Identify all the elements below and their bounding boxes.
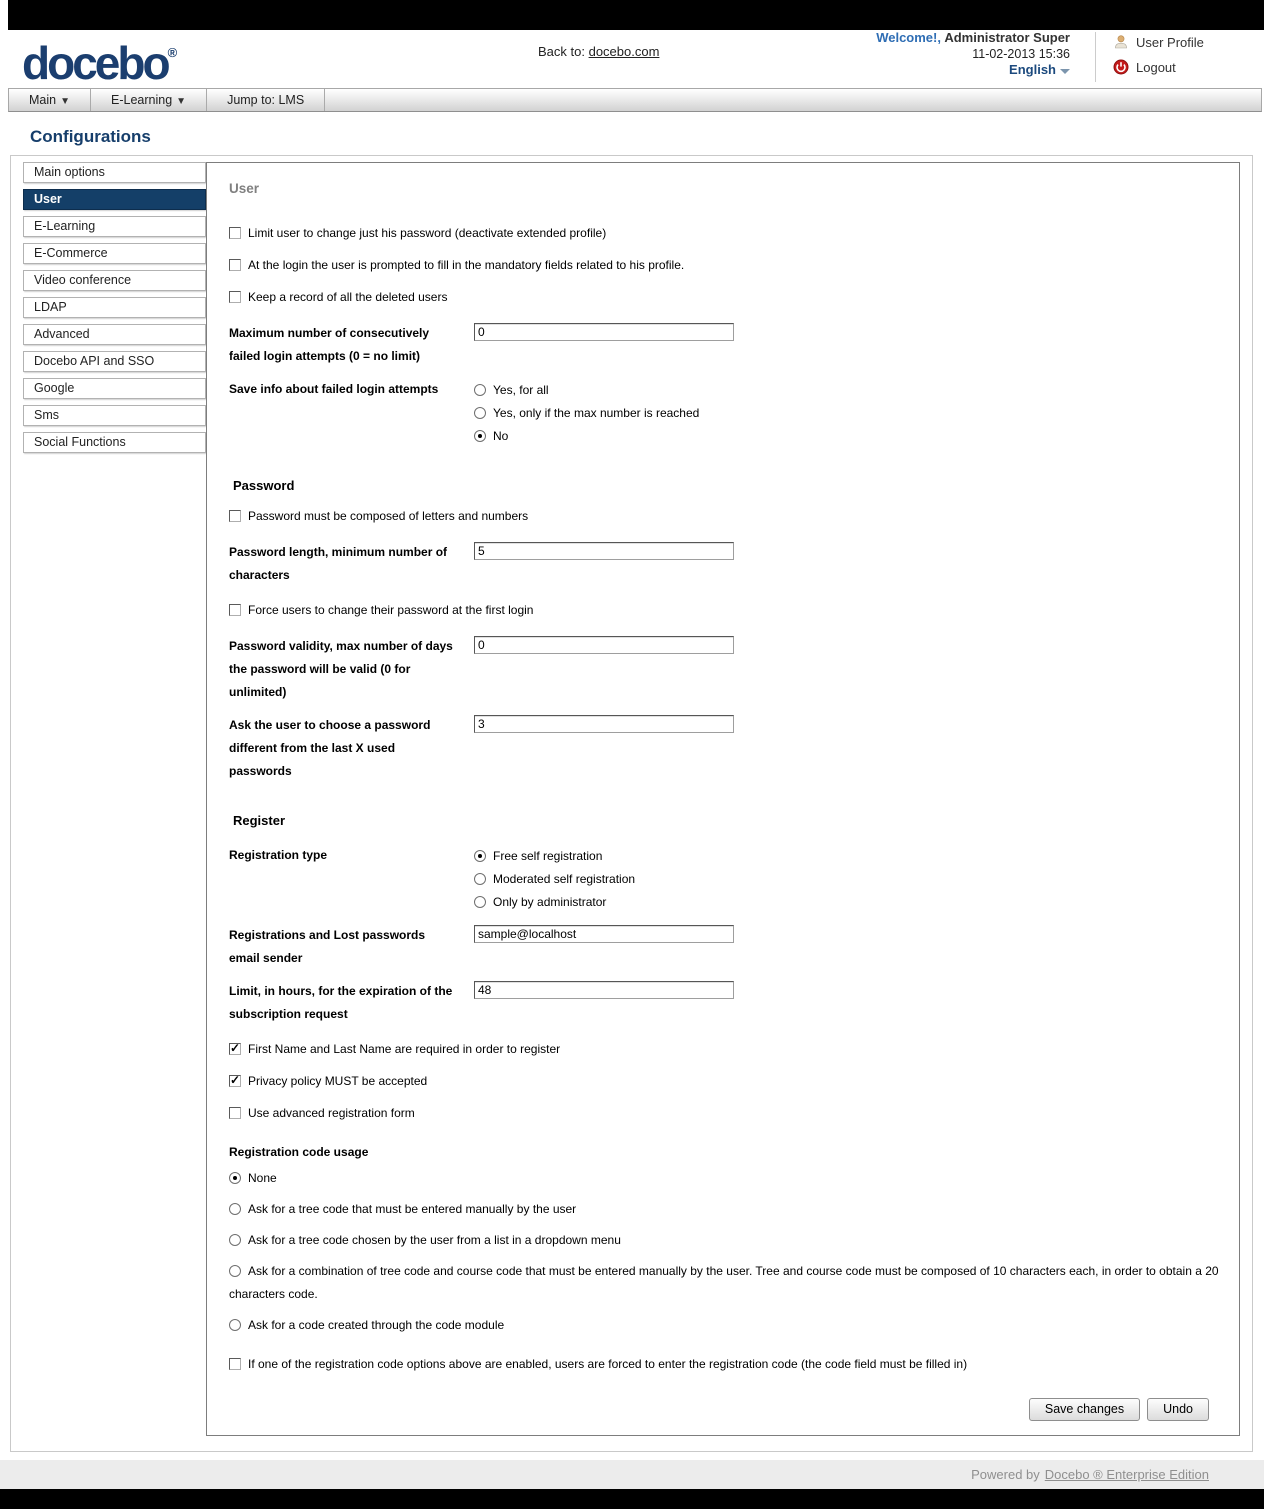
header xyxy=(0,30,1264,88)
logout-label: Logout xyxy=(1136,59,1176,75)
sidebar-item-ldap[interactable]: LDAP xyxy=(23,297,206,318)
only-by-administrator-radio[interactable] xyxy=(474,896,486,908)
expiration-input[interactable] xyxy=(474,981,734,999)
pwd-validity-input[interactable] xyxy=(474,636,734,654)
registration-type-row xyxy=(229,844,1219,914)
email-sender-input[interactable] xyxy=(474,925,734,943)
advanced-form-row xyxy=(229,1106,1219,1121)
pwd-length-label: Password length, minimum number of characters xyxy=(229,545,448,582)
reg-code-module-radio[interactable] xyxy=(229,1319,241,1331)
reg-type-option-2 xyxy=(474,891,635,914)
yes-for-all-radio[interactable] xyxy=(474,384,486,396)
email-sender-row xyxy=(229,924,1219,970)
header-divider xyxy=(1095,32,1096,82)
compose-row xyxy=(229,509,1219,524)
nav-main-label: Main xyxy=(29,93,57,107)
max-failed-row xyxy=(229,322,1219,368)
logout-power-icon xyxy=(1113,59,1129,75)
force-change-checkbox[interactable] xyxy=(229,604,241,616)
register-section-heading: Register xyxy=(233,813,286,828)
save-info-label: Save info about failed login attempts xyxy=(229,382,439,396)
compose-label: Password must be composed of letters and numbers xyxy=(248,509,529,523)
limit-password-label: Limit user to change just his password (deactivate extended profile) xyxy=(248,226,607,240)
footer xyxy=(0,1460,1264,1489)
max-failed-input[interactable] xyxy=(474,323,734,341)
page-title: Configurations xyxy=(30,127,151,146)
force-code-row xyxy=(229,1357,1219,1372)
pwd-validity-row xyxy=(229,635,1219,704)
logout-link[interactable] xyxy=(1113,59,1204,75)
user-profile-link[interactable] xyxy=(1113,34,1204,50)
save-info-option-0 xyxy=(474,379,699,402)
mandatory-fields-row xyxy=(229,258,1219,273)
compose-checkbox[interactable] xyxy=(229,510,241,522)
bottom-black-bar xyxy=(0,1489,1264,1509)
yes-for-all-label: Yes, for all xyxy=(493,383,549,397)
nav-elearning-label: E-Learning xyxy=(111,93,173,107)
force-change-label: Force users to change their password at the first login xyxy=(248,603,534,617)
sidebar-item-user[interactable]: User xyxy=(23,189,206,210)
panel-title: User xyxy=(229,181,260,196)
moderated-self-registration-radio[interactable] xyxy=(474,873,486,885)
sidebar-item-advanced[interactable]: Advanced xyxy=(23,324,206,345)
person-icon xyxy=(1113,34,1129,50)
welcome-text: Welcome!, xyxy=(876,30,941,45)
nav-item-jump-to-lms[interactable] xyxy=(207,89,325,111)
mandatory-fields-label: At the login the user is prompted to fill in the mandatory fields related to his profile. xyxy=(248,258,685,272)
undo-button[interactable]: Undo xyxy=(1147,1398,1209,1421)
configurations-container xyxy=(10,155,1253,1452)
keep-record-checkbox[interactable] xyxy=(229,291,241,303)
sidebar-item-elearning[interactable]: E-Learning xyxy=(23,216,206,237)
pwd-validity-label: Password validity, max number of days the password will be valid (0 for unlimited) xyxy=(229,639,453,699)
reg-code-combination-radio[interactable] xyxy=(229,1265,241,1277)
moderated-self-registration-label: Moderated self registration xyxy=(493,872,636,886)
mandatory-fields-checkbox[interactable] xyxy=(229,259,241,271)
names-required-row xyxy=(229,1042,1219,1057)
reg-code-combination-label: Ask for a combination of tree code and course code that must be entered manually by the user. Tree and course code must be composed of 10 characters each, in order to obtain a 20 characters code. xyxy=(229,1264,1219,1301)
back-to-link[interactable]: docebo.com xyxy=(588,44,660,59)
reg-type-option-1 xyxy=(474,868,635,891)
max-failed-label: Maximum number of consecutively failed login attempts (0 = no limit) xyxy=(229,326,430,363)
sidebar xyxy=(11,162,206,459)
back-to xyxy=(538,44,659,59)
limit-password-checkbox[interactable] xyxy=(229,227,241,239)
reg-code-option-0 xyxy=(229,1167,1219,1190)
language-selector[interactable] xyxy=(876,62,1070,78)
no-label: No xyxy=(493,429,509,443)
chevron-down-icon xyxy=(1060,69,1070,74)
registration-type-label: Registration type xyxy=(229,848,328,862)
reg-code-option-1 xyxy=(229,1198,1219,1221)
no-radio[interactable] xyxy=(474,430,486,442)
main-nav xyxy=(8,88,1262,112)
reg-code-module-label: Ask for a code created through the code module xyxy=(248,1318,505,1332)
powered-by-label: Powered by xyxy=(971,1467,1040,1482)
pwd-different-row xyxy=(229,714,1219,783)
names-required-checkbox[interactable] xyxy=(229,1043,241,1055)
email-sender-label: Registrations and Lost passwords email sender xyxy=(229,928,426,965)
user-settings-panel xyxy=(206,162,1240,1436)
reg-type-option-0 xyxy=(474,845,635,868)
logo-text: docebo xyxy=(22,37,168,89)
form-actions xyxy=(229,1398,1219,1421)
names-required-label: First Name and Last Name are required in order to register xyxy=(248,1042,561,1056)
docebo-logo xyxy=(22,24,177,92)
privacy-row xyxy=(229,1074,1219,1089)
sidebar-item-google[interactable]: Google xyxy=(23,378,206,399)
chevron-down-icon: ▼ xyxy=(60,96,70,107)
chevron-down-icon: ▼ xyxy=(176,96,187,107)
sidebar-item-video-conference[interactable]: Video conference xyxy=(23,270,206,291)
reg-code-dropdown-radio[interactable] xyxy=(229,1234,241,1246)
reg-code-option-2 xyxy=(229,1229,1219,1252)
nav-jump-label: Jump to: LMS xyxy=(227,93,305,107)
reg-code-manual-label: Ask for a tree code that must be entered manually by the user xyxy=(248,1202,577,1216)
save-info-option-2 xyxy=(474,425,699,448)
datetime: 11-02-2013 15:36 xyxy=(972,47,1070,61)
welcome-line xyxy=(876,30,1070,46)
language-label: English xyxy=(1009,62,1056,77)
force-code-checkbox[interactable] xyxy=(229,1358,241,1370)
force-change-row xyxy=(229,603,1219,618)
reg-code-option-4 xyxy=(229,1314,1219,1337)
reg-code-manual-radio[interactable] xyxy=(229,1203,241,1215)
pwd-length-input[interactable] xyxy=(474,542,734,560)
only-by-administrator-label: Only by administrator xyxy=(493,895,607,909)
registration-code-usage-heading: Registration code usage xyxy=(229,1145,369,1159)
advanced-form-label: Use advanced registration form xyxy=(248,1106,415,1120)
nav-item-elearning[interactable] xyxy=(91,89,207,111)
keep-record-label: Keep a record of all the deleted users xyxy=(248,290,448,304)
top-black-bar xyxy=(8,0,1264,30)
privacy-label: Privacy policy MUST be accepted xyxy=(248,1074,428,1088)
privacy-checkbox[interactable] xyxy=(229,1075,241,1087)
force-code-label: If one of the registration code options above are enabled, users are forced to enter the registration code (the code field must be filled in) xyxy=(248,1357,968,1371)
user-info-block xyxy=(876,30,1070,78)
reg-code-option-3 xyxy=(229,1260,1219,1306)
save-changes-button[interactable]: Save changes xyxy=(1029,1398,1140,1421)
yes-max-reached-radio[interactable] xyxy=(474,407,486,419)
back-to-label: Back to: xyxy=(538,44,585,59)
docebo-enterprise-link[interactable]: Docebo ® Enterprise Edition xyxy=(1044,1467,1209,1482)
save-info-option-1 xyxy=(474,402,699,425)
password-section-heading: Password xyxy=(233,478,295,493)
free-self-registration-radio[interactable] xyxy=(474,850,486,862)
sidebar-item-main-options[interactable]: Main options xyxy=(23,162,206,183)
registered-mark: ® xyxy=(167,45,178,60)
expiration-label: Limit, in hours, for the expiration of the subscription request xyxy=(229,984,453,1021)
save-info-row xyxy=(229,378,1219,448)
admin-name: Administrator Super xyxy=(944,30,1070,45)
yes-max-reached-label: Yes, only if the max number is reached xyxy=(493,406,700,420)
reg-code-none-radio[interactable] xyxy=(229,1172,241,1184)
limit-password-row xyxy=(229,226,1219,241)
sidebar-item-ecommerce[interactable]: E-Commerce xyxy=(23,243,206,264)
user-profile-label: User Profile xyxy=(1136,34,1204,50)
expiration-row xyxy=(229,980,1219,1026)
keep-record-row xyxy=(229,290,1219,305)
sidebar-item-social-functions[interactable]: Social Functions xyxy=(23,432,206,453)
profile-column xyxy=(1113,34,1204,84)
sidebar-item-docebo-api-sso[interactable]: Docebo API and SSO xyxy=(23,351,206,372)
pwd-length-row xyxy=(229,541,1219,587)
pwd-different-label: Ask the user to choose a password different from the last X used passwords xyxy=(229,718,431,778)
nav-item-main[interactable] xyxy=(9,89,91,111)
free-self-registration-label: Free self registration xyxy=(493,849,603,863)
pwd-different-input[interactable] xyxy=(474,715,734,733)
advanced-form-checkbox[interactable] xyxy=(229,1107,241,1119)
reg-code-none-label: None xyxy=(248,1171,277,1185)
reg-code-dropdown-label: Ask for a tree code chosen by the user from a list in a dropdown menu xyxy=(248,1233,621,1247)
sidebar-item-sms[interactable]: Sms xyxy=(23,405,206,426)
